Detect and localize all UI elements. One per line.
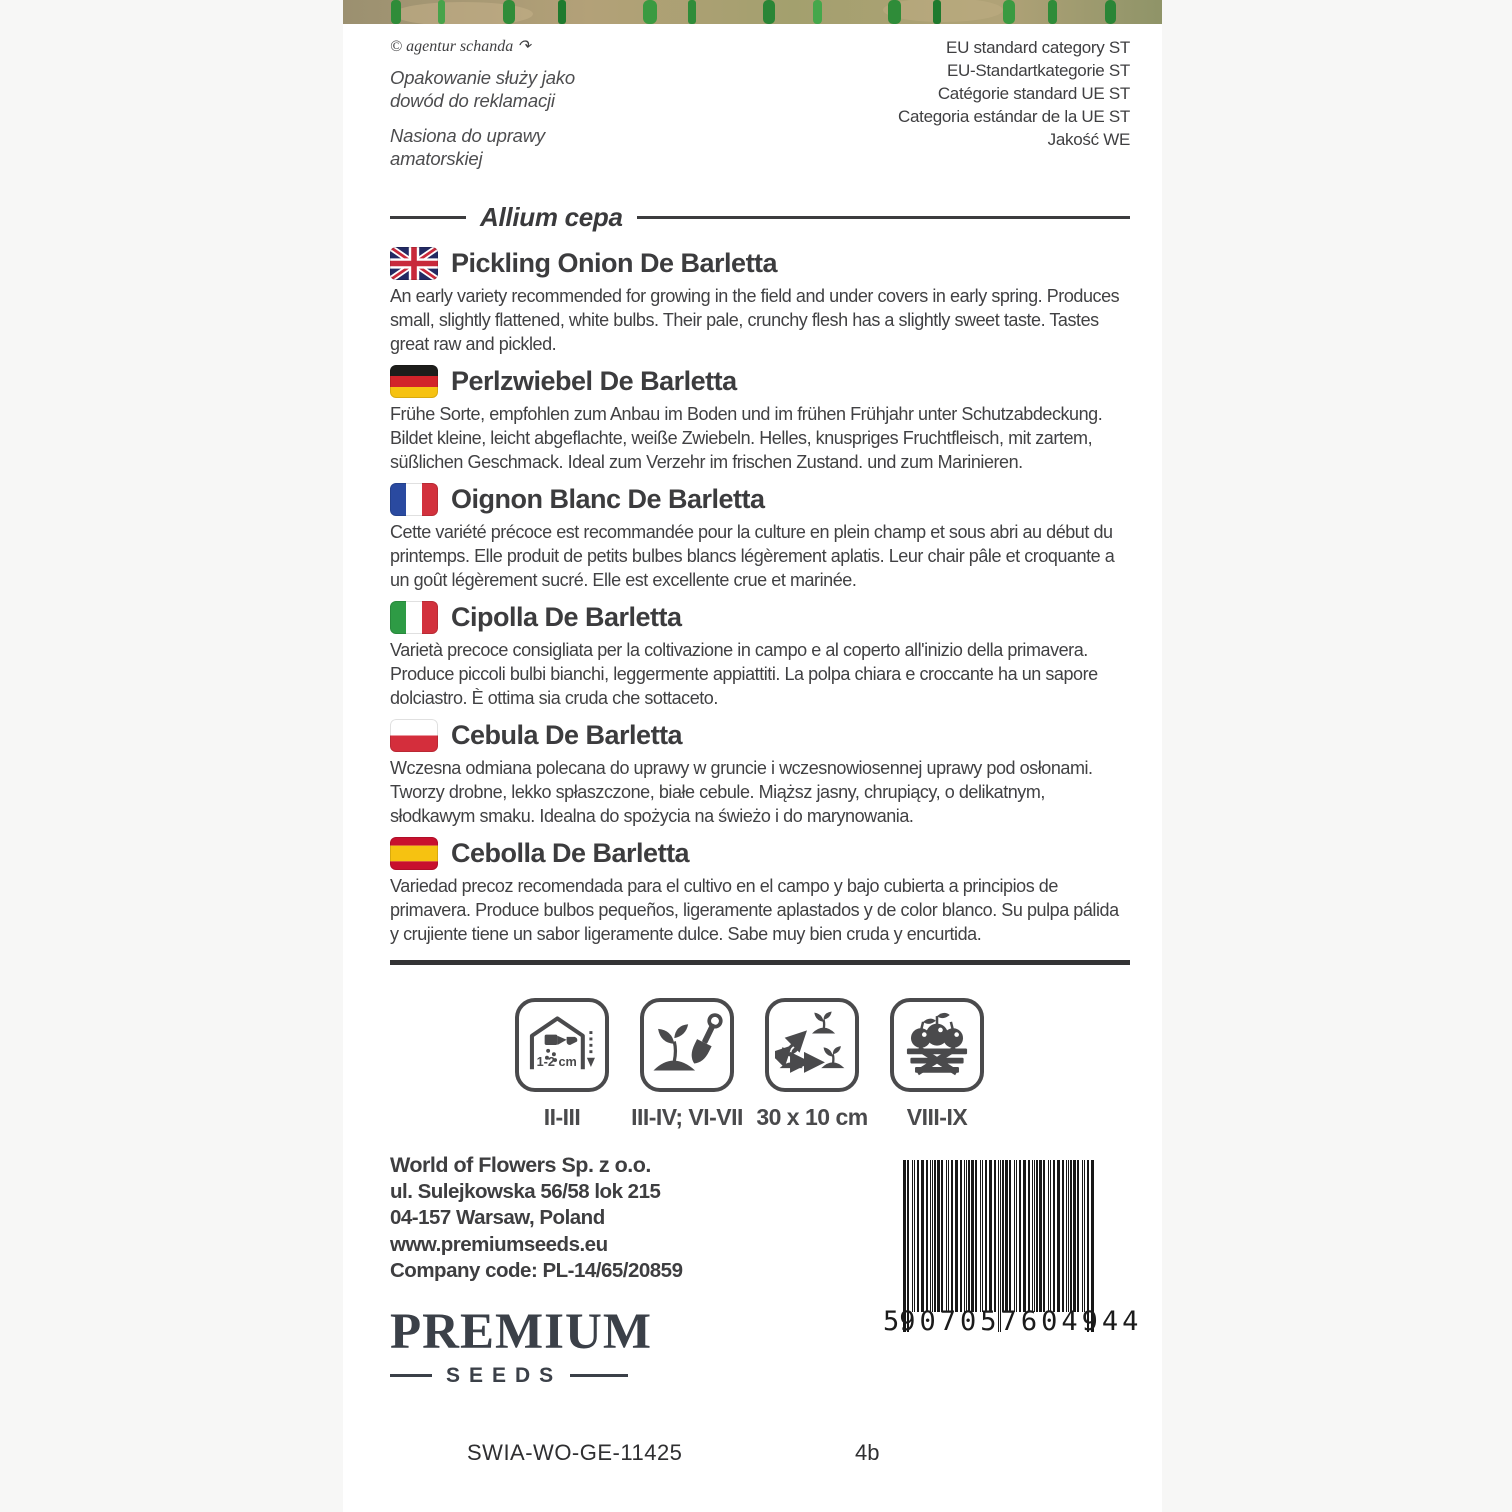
company-street: ul. Sulejkowska 56/58 lok 215 <box>390 1179 661 1203</box>
harvest-months-label: VIII-IX <box>906 1104 968 1130</box>
planting-pictogram <box>631 998 743 1131</box>
section-english <box>390 247 1130 356</box>
photo-credit-text: © agentur schanda <box>390 38 514 55</box>
section-italian <box>390 601 1130 710</box>
company-city: 04-157 Warsaw, Poland <box>390 1206 605 1229</box>
ean-barcode <box>883 1160 1143 1388</box>
variety-title-it: Cipolla De Barletta <box>451 602 682 632</box>
barcode-first-digit: 5 <box>883 1306 900 1337</box>
variety-text-it: Varietà precoce consigliata per la coltivazione in campo e al coperto all'inizio della primavera. Produce piccoli bulbi bianchi, leggermente appiattiti. La polpa chiara e croccante ha un sapore dolciastro. È ottima sia cruda che sottaceto. <box>390 640 1098 708</box>
section-polish <box>390 719 1130 828</box>
spacing-pictogram <box>756 998 868 1131</box>
packet-reference-code: SWIA-WO-GE-11425 <box>467 1440 683 1465</box>
barcode-digits <box>883 1306 1143 1337</box>
section-french <box>390 483 1130 592</box>
brand-subtitle: SEEDS <box>446 1363 563 1387</box>
plant-photo-strip <box>343 0 1162 24</box>
barcode-group1: 907057 <box>899 1306 1021 1337</box>
top-meta-row <box>390 36 1130 182</box>
variety-title-en: Pickling Onion De Barletta <box>451 248 778 278</box>
barcode-bars <box>903 1160 1130 1312</box>
eu-category-line: Catégorie standard UE ST <box>937 84 1130 103</box>
variety-text-en: An early variety recommended for growing in the field and under covers in early spring. Produces small, slightly flattened, white bulbs. Their pale, crunchy flesh has a slightly sweet taste. Tastes great raw and pickled. <box>390 286 1120 354</box>
flag-poland-icon <box>390 719 438 752</box>
variety-title-fr: Oignon Blanc De Barletta <box>451 484 765 514</box>
flag-uk-icon <box>390 247 438 280</box>
eu-category-line: EU-Standartkategorie ST <box>946 61 1130 80</box>
planting-months-label: III-IV; VI-VII <box>631 1104 743 1130</box>
company-website: www.premiumseeds.eu <box>390 1232 608 1256</box>
section-divider-rule <box>390 960 1130 965</box>
company-block <box>390 1152 683 1388</box>
cultivation-pictograms <box>515 998 984 1131</box>
species-header <box>390 202 1130 233</box>
sowing-months-label: II-III <box>543 1104 581 1130</box>
flag-france-icon <box>390 483 438 516</box>
sowing-depth-label: 1-2 cm <box>536 1053 577 1069</box>
spacing-value-label: 30 x 10 cm <box>756 1104 868 1130</box>
schanda-swoosh-icon: ↷ <box>517 38 531 55</box>
sowing-depth-icon <box>515 998 609 1092</box>
company-code: Company code: PL-14/65/20859 <box>390 1259 683 1282</box>
brand-rule-right <box>570 1374 628 1377</box>
variety-title-de: Perlzwiebel De Barletta <box>451 366 737 396</box>
packet-batch-code: 4b <box>855 1440 880 1465</box>
claim-note: Opakowanie służy jako dowód do reklamacji <box>390 67 576 111</box>
amateur-note: Nasiona do uprawy amatorskiej <box>390 125 545 169</box>
meta-left-block <box>390 36 650 182</box>
harvest-icon <box>890 998 984 1092</box>
variety-text-pl: Wczesna odmiana polecana do uprawy w gruncie i wczesnowiosennej uprawy pod osłonami. Tworzy drobne, lekko spłaszczone, białe cebule. Miąższ jasny, chrupiący, o delikatnym, słodkawym smaku. Idealna do spożycia na świeżo i do marynowania. <box>390 758 1093 826</box>
company-address <box>390 1152 683 1285</box>
variety-text-fr: Cette variété précoce est recommandée pour la culture en plein champ et sous abri au début du printemps. Elle produit de petits bulbes blancs légèrement aplatis. Leur chair pâle et croquante a un goût légèrement sucré. Elle est excellente crue et marinée. <box>390 522 1115 590</box>
flag-spain-icon <box>390 837 438 870</box>
eu-category-line: Categoria estándar de la UE ST <box>898 107 1130 126</box>
photo-credit <box>390 36 650 56</box>
variety-text-de: Frühe Sorte, empfohlen zum Anbau im Boden und im frühen Frühjahr unter Schutzabdeckung. Bildet kleine, leicht abgeflachte, weiße Zwiebeln. Helles, knuspriges Fruchtfleisch, mit zartem, süßlichen Geschmack. Ideal zum Verzehr im frischen Zustand. und zum Marinieren. <box>390 404 1103 472</box>
harvest-pictogram <box>890 998 984 1131</box>
seed-packet-back <box>343 0 1162 1512</box>
spacing-icon <box>765 998 859 1092</box>
sowing-pictogram <box>515 998 609 1131</box>
planting-icon <box>640 998 734 1092</box>
section-german <box>390 365 1130 474</box>
flag-italy-icon <box>390 601 438 634</box>
species-rule-left <box>390 216 466 219</box>
barcode-group2: 604944 <box>1020 1306 1143 1337</box>
brand-rule-left <box>390 1374 432 1377</box>
species-rule-right <box>637 216 1130 219</box>
company-name: World of Flowers Sp. z o.o. <box>390 1153 651 1177</box>
bottom-block <box>390 1152 1143 1388</box>
brand-wordmark: PREMIUM <box>390 1303 652 1360</box>
eu-category-block <box>898 36 1130 151</box>
section-spanish <box>390 837 1130 946</box>
premium-seeds-logo <box>390 1303 652 1388</box>
eu-category-line: Jakość WE <box>1047 130 1130 149</box>
variety-title-pl: Cebula De Barletta <box>451 720 683 750</box>
variety-title-es: Cebolla De Barletta <box>451 838 690 868</box>
variety-text-es: Variedad precoz recomendada para el cultivo en el campo y bajo cubierta a principios de primavera. Produce bulbos pequeños, ligeramente aplastados y de color blanco. Su pulpa pálida y crujiente tiene un sabor ligeramente dulce. Sabe muy bien cruda y encurtida. <box>390 876 1119 944</box>
eu-category-line: EU standard category ST <box>946 38 1130 57</box>
flag-germany-icon <box>390 365 438 398</box>
species-name: Allium cepa <box>480 202 623 232</box>
